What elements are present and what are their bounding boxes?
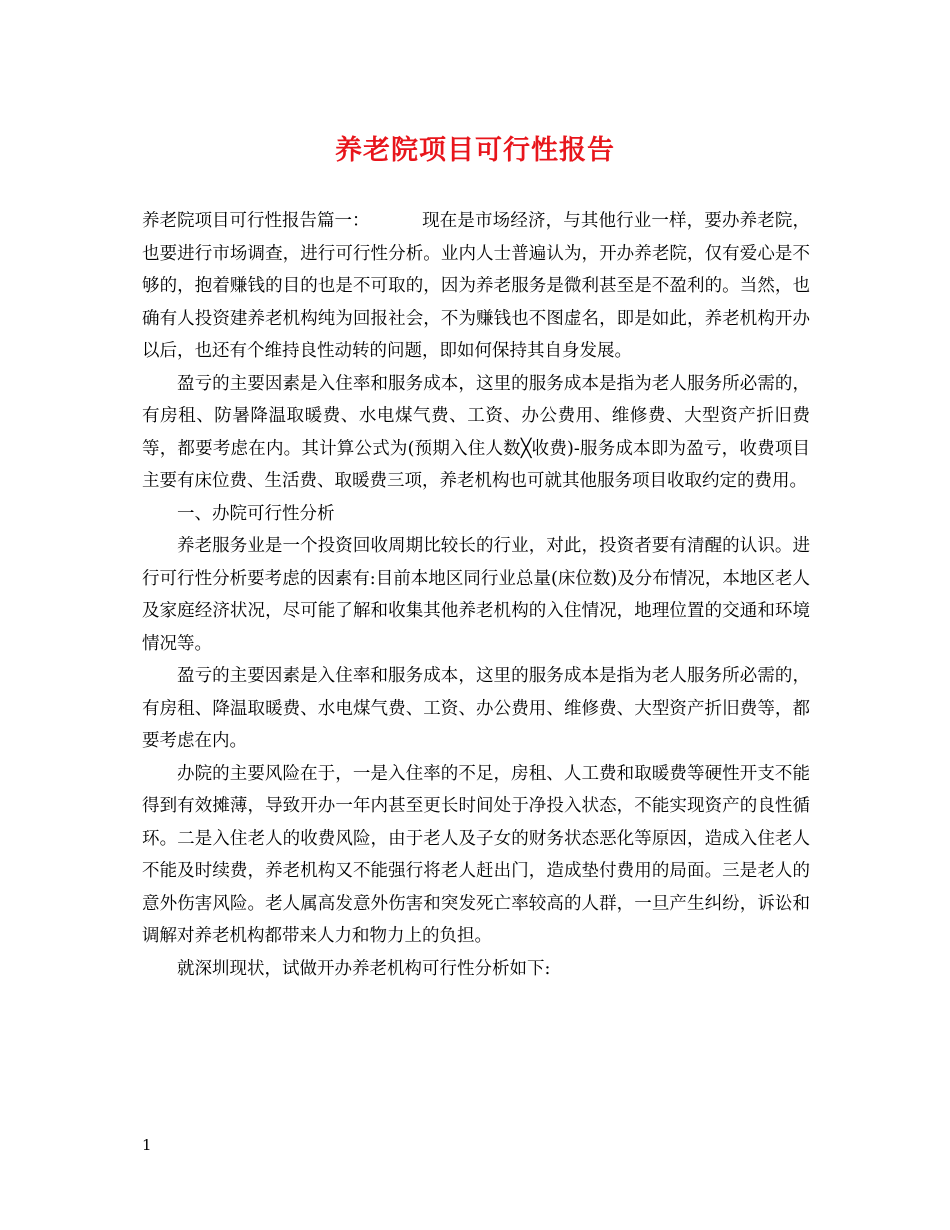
paragraph-profit-factors: 盈亏的主要因素是入住率和服务成本，这里的服务成本是指为老人服务所必需的，有房租、防暑降温取暖费、水电煤气费、工资、办公费用、维修费、大型资产折旧费等，都要考虑在内。其计算公式为(预期入住人数╳收费)-服务成本即为盈亏，收费项目主要有床位费、生活费、取暖费三项，养老机构也可就其他服务项目收取约定的费用。	[142, 373, 810, 491]
intro-label: 养老院项目可行性报告篇一：	[142, 211, 370, 231]
intro-paragraph	[142, 205, 810, 368]
page-number: 1	[142, 1136, 152, 1154]
section-heading-feasibility: 一、办院可行性分析	[177, 503, 335, 524]
paragraph-shenzhen-analysis: 就深圳现状，试做开办养老机构可行性分析如下:	[177, 958, 551, 979]
intro-text: 现在是市场经济，与其他行业一样，要办养老院，也要进行市场调查，进行可行性分析。业内人士普遍认为，开办养老院，仅有爱心是不够的，抱着赚钱的目的也是不可取的，因为养老服务是微利甚至是不盈利的。当然，也确有人投资建养老机构纯为回报社会，不为赚钱也不图虚名，即是如此，养老机构开办以后，也还有个维持良性动转的问题，即如何保持其自身发展。	[142, 211, 810, 361]
paragraph-investment-cycle: 养老服务业是一个投资回收周期比较长的行业，对此，投资者要有清醒的认识。进行可行性分析要考虑的因素有:目前本地区同行业总量(床位数)及分布情况，本地区老人及家庭经济状况，尽可能了解和收集其他养老机构的入住情况，地理位置的交通和环境情况等。	[142, 536, 810, 654]
document-title: 养老院项目可行性报告	[335, 135, 615, 166]
paragraph-profit-factors-repeat: 盈亏的主要因素是入住率和服务成本，这里的服务成本是指为老人服务所必需的，有房租、降温取暖费、水电煤气费、工资、办公费用、维修费、大型资产折旧费等，都要考虑在内。	[142, 666, 810, 751]
document-body	[142, 205, 810, 985]
paragraph-risks: 办院的主要风险在于，一是入住率的不足，房租、人工费和取暖费等硬性开支不能得到有效摊薄，导致开办一年内甚至更长时间处于净投入状态，不能实现资产的良性循环。二是入住老人的收费风险，由于老人及子女的财务状态恶化等原因，造成入住老人不能及时续费，养老机构又不能强行将老人赶出门，造成垫付费用的局面。三是老人的意外伤害风险。老人属高发意外伤害和突发死亡率较高的人群，一旦产生纠纷，诉讼和调解对养老机构都带来人力和物力上的负担。	[142, 763, 810, 946]
